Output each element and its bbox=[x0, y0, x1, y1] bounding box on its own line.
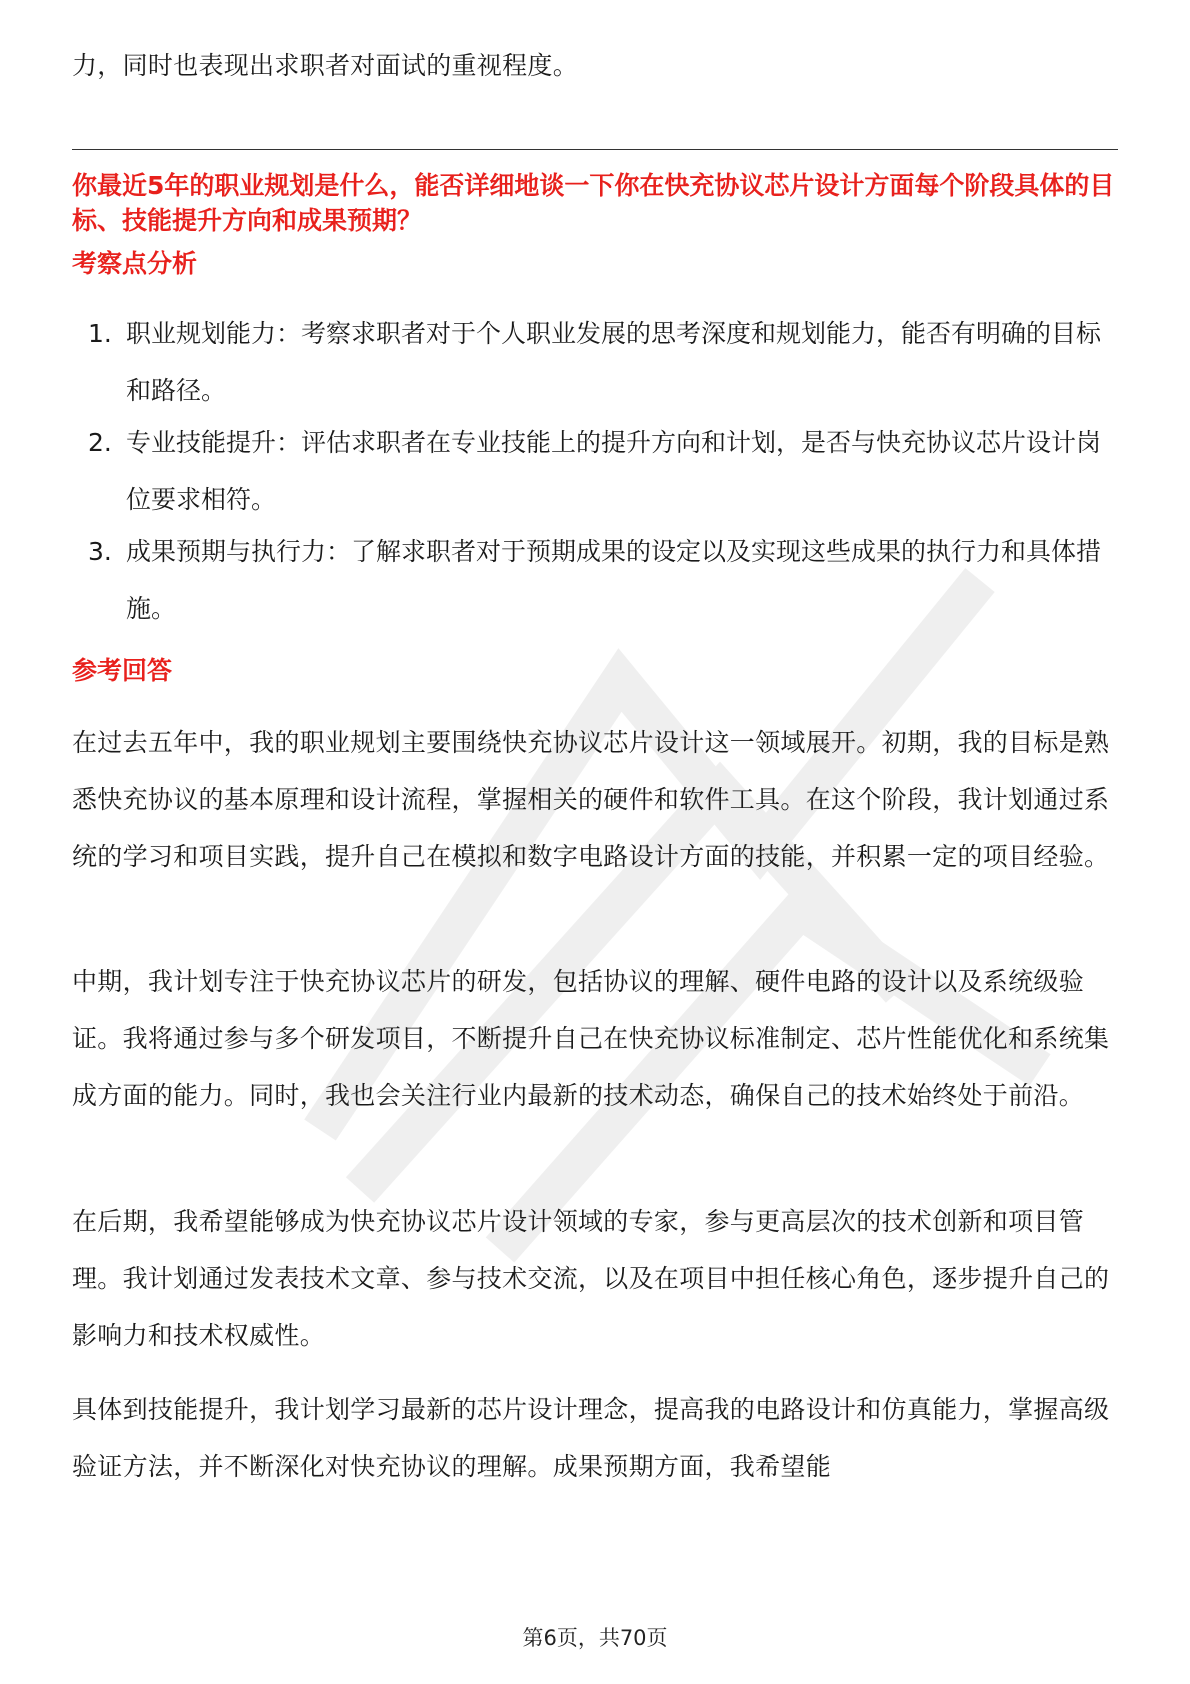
section-divider bbox=[72, 149, 1118, 150]
list-number: 3. bbox=[88, 537, 112, 566]
list-number: 1. bbox=[88, 319, 112, 348]
answer-paragraph-text: 具体到技能提升，我计划学习最新的芯片设计理念，提高我的电路设计和仿真能力，掌握高级验证方法，并不断深化对快充协议的理解。成果预期方面，我希望能 bbox=[72, 1395, 1110, 1481]
answer-heading bbox=[72, 653, 1118, 688]
analysis-heading bbox=[72, 246, 1118, 281]
question-text: 你最近5年的职业规划是什么，能否详细地谈一下你在快充协议芯片设计方面每个阶段具体的目标、技能提升方向和成果预期？ bbox=[72, 171, 1115, 235]
list-item bbox=[72, 414, 1118, 528]
analysis-title: 考察点分析 bbox=[72, 249, 198, 278]
answer-paragraph bbox=[72, 953, 1118, 1124]
answer-paragraph-text: 在后期，我希望能够成为快充协议芯片设计领域的专家，参与更高层次的技术创新和项目管理。我计划通过发表技术文章、参与技术交流，以及在项目中担任核心角色，逐步提升自己的影响力和技术权威性。 bbox=[72, 1207, 1110, 1350]
answer-title: 参考回答 bbox=[72, 656, 173, 685]
question-block bbox=[72, 168, 1118, 238]
answer-paragraph bbox=[72, 714, 1118, 885]
list-number: 2. bbox=[88, 428, 112, 457]
list-item bbox=[72, 305, 1118, 419]
page-number: 第6页，共70页 bbox=[522, 1626, 668, 1650]
answer-paragraph bbox=[72, 1193, 1118, 1364]
continuation-paragraph bbox=[72, 37, 1118, 94]
continuation-text: 力，同时也表现出求职者对面试的重视程度。 bbox=[72, 51, 579, 80]
answer-paragraph bbox=[72, 1381, 1118, 1495]
list-item bbox=[72, 523, 1118, 637]
list-item-text: 职业规划能力：考察求职者对于个人职业发展的思考深度和规划能力，能否有明确的目标和路径。 bbox=[126, 319, 1102, 405]
answer-paragraph-text: 在过去五年中，我的职业规划主要围绕快充协议芯片设计这一领域展开。初期，我的目标是熟悉快充协议的基本原理和设计流程，掌握相关的硬件和软件工具。在这个阶段，我计划通过系统的学习和项目实践，提升自己在模拟和数字电路设计方面的技能，并积累一定的项目经验。 bbox=[72, 728, 1110, 871]
list-item-text: 成果预期与执行力：了解求职者对于预期成果的设定以及实现这些成果的执行力和具体措施。 bbox=[126, 537, 1102, 623]
list-item-text: 专业技能提升：评估求职者在专业技能上的提升方向和计划，是否与快充协议芯片设计岗位要求相符。 bbox=[126, 428, 1102, 514]
answer-paragraph-text: 中期，我计划专注于快充协议芯片的研发，包括协议的理解、硬件电路的设计以及系统级验证。我将通过参与多个研发项目，不断提升自己在快充协议标准制定、芯片性能优化和系统集成方面的能力。同时，我也会关注行业内最新的技术动态，确保自己的技术始终处于前沿。 bbox=[72, 967, 1110, 1110]
